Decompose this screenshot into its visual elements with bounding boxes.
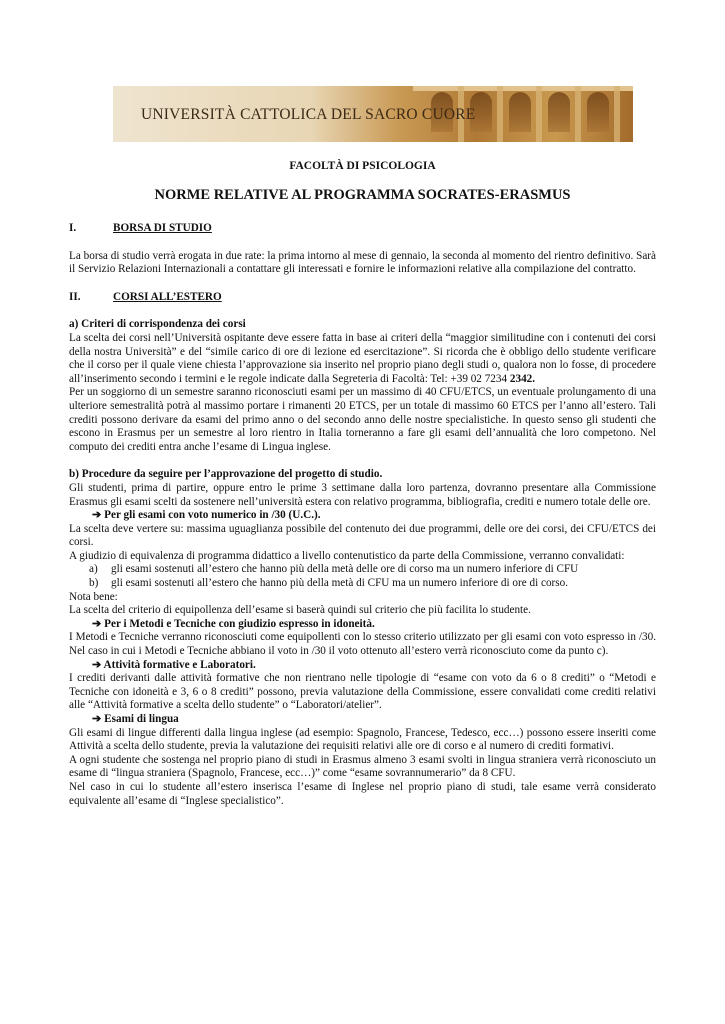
list-text: gli esami sostenuti all’estero che hanno più della metà delle ore di corso ma un numero inferiore di CFU [111,563,579,576]
banner-arch [509,92,531,132]
list-marker: a) [89,563,98,576]
list-item [69,563,656,577]
paragraph: I crediti derivanti dalle attività formative che non rientrano nelle tipologie di “esame con voto da 6 o 8 crediti” o “Metodi e Tecniche con idoneità e 3, 6 o 8 crediti” possono, previa valutazione della Commissione, essere convalidati come crediti relativi alle “Attività formative a scelta dello studente” o “Laboratori/atelier”. [69,672,656,712]
section-title: BORSA DI STUDIO [113,222,212,234]
list-marker: b) [89,577,99,590]
section-heading [69,222,656,236]
paragraph: Nel caso in cui lo studente all’estero inserisca l’esame di Inglese nel proprio piano di studi, tale esame verrà considerato equivalente all’esame di “Inglese specialistico”. [69,780,656,807]
subsection-title: a) Criteri di corrispondenza dei corsi [69,318,246,331]
arrow-heading: ➔ Attività formative e Laboratori. [92,658,256,671]
paragraph: La borsa di studio verrà erogata in due rate: la prima intorno al mese di gennaio, la seconda al momento del rientro definitivo. Sarà il Servizio Relazioni Internazionali a contattare gli interessati e fornire le informazioni relative alla compilazione del contratto. [69,249,656,276]
section-heading [69,291,656,305]
paragraph: La scelta deve vertere su: massima uguaglianza possibile del contenuto dei due programmi, delle ore dei corsi, dei CFU/ETCS dei corsi. [69,522,656,549]
phone-extension: 2342. [509,372,536,385]
note-label: Nota bene: [69,590,118,603]
document-title: NORME RELATIVE AL PROGRAMMA SOCRATES-ERASMUS [154,187,571,203]
list-item [69,577,656,591]
university-name: UNIVERSITÀ CATTOLICA DEL SACRO CUORE [141,106,476,123]
subsection-title: b) Procedure da seguire per l’approvazione del progetto di studio. [69,468,383,481]
banner-cornice [413,86,633,91]
banner-pillar [497,86,503,142]
banner-pillar [536,86,542,142]
arrow-heading: ➔ Per i Metodi e Tecniche con giudizio espresso in idoneità. [92,617,375,630]
list-text: gli esami sostenuti all’estero che hanno più della metà di CFU ma un numero inferiore di ore di corso. [111,577,569,590]
section-number: II. [69,290,81,303]
banner-arch [587,92,609,132]
banner-pillar [575,86,581,142]
banner-arch [548,92,570,132]
faculty-heading: FACOLTÀ DI PSICOLOGIA [289,160,436,172]
section-title: CORSI ALL’ESTERO [113,290,222,303]
paragraph: La scelta del criterio di equipollenza dell’esame si baserà quindi sul criterio che più facilita lo studente. [69,604,531,617]
paragraph: Per un soggiorno di un semestre saranno riconosciuti esami per un massimo di 40 CFU/ETCS, un eventuale prolungamento di una ulteriore semestralità potrà al massimo portare i rimanenti 20 ETCS, per un totale di massimo 60 ETCS per l’anno all’estero. Tali crediti possono derivare da esami del primo anno o del secondo anno delle nostre specialistiche. In questo senso gli studenti che escono in Erasmus per un semestre al loro rientro in Italia torneranno a fare gli esami dell’annualità che loro competono. Nel computo dei crediti entra anche l’esame di Lingua inglese. [69,386,656,453]
paragraph: A ogni studente che sostenga nel proprio piano di studi in Erasmus almeno 3 esami svolti in lingua straniera verrà riconosciuto un esame di “lingua straniera (Spagnolo, Francese, ecc…)” come “esame sovrannumerario” da 8 CFU. [69,753,656,780]
document-body [69,222,656,808]
paragraph: A giudizio di equivalenza di programma didattico a livello contenutistico da parte della Commissione, verranno convalidati: [69,549,625,562]
paragraph: Gli esami di lingue differenti dalla lingua inglese (ad esempio: Spagnolo, Francese, Tedesco, ecc…) possono essere inseriti come Attività a scelta dello studente, previa la valutazione dei requisiti relativi alle ore di corso e al numero di crediti formativi. [69,726,656,753]
section-number: I. [69,222,77,234]
paragraph [69,332,656,386]
banner-pillar [614,86,620,142]
arrow-heading: ➔ Esami di lingua [92,713,179,725]
arrow-heading: ➔ Per gli esami con voto numerico in /30 (U.C.). [92,509,321,522]
university-banner [113,86,633,142]
paragraph: Gli studenti, prima di partire, oppure entro le prime 3 settimane dalla loro partenza, dovranno presentare alla Commissione Erasmus gli esami scelti da sostenere nell’università estera con relativo programma, bibliografia, crediti e numero totale delle ore. [69,481,656,508]
paragraph-text: La scelta dei corsi nell’Università ospitante deve essere fatta in base ai criteri della “maggior similitudine con i contenuti dei corsi della nostra Università” e del “simile carico di ore di lezione ed esercitazione”. Si ricorda che è obbligo dello studente verificare che il corso per il quale viene chiesta l’approvazione sia inserito nel proprio piano degli studi o, qualora non lo fosse, di procedere all’inserimento secondo i termini e le regole indicate dalla Segreteria di Facoltà: Tel: +39 02 7234 [69,331,656,385]
paragraph: I Metodi e Tecniche verranno riconosciuti come equipollenti con lo stesso criterio utilizzato per gli esami con voto espresso in /30. Nel caso in cui i Metodi e Tecniche abbiano il voto in /30 il voto ottenuto all’estero verrà riconosciuto come da punto c). [69,631,656,658]
